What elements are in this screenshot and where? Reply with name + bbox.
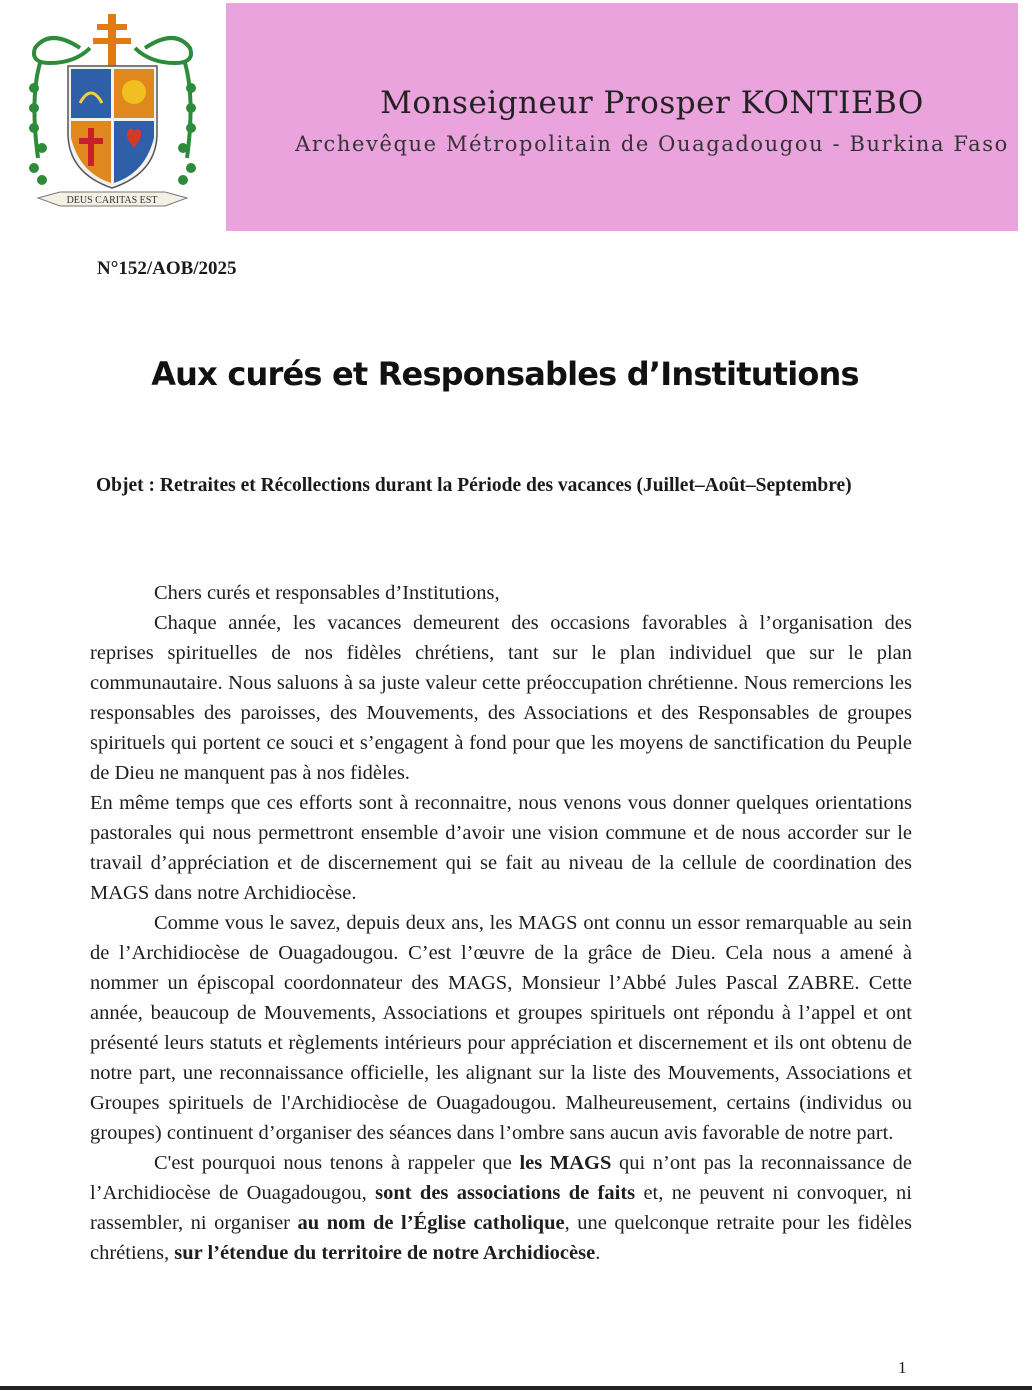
salutation: Chers curés et responsables d’Institutions, bbox=[154, 582, 500, 604]
paragraph-1: Chaque année, les vacances demeurent des occasions favorables à l’organisation des reprises spirituelles de nos fidèles chrétiens, tant sur le plan individuel que sur le plan communautaire. Nous saluons à sa juste valeur cette préoccupation chrétienne. Nous remercions les responsables des paroisses, des Mouvements, des Associations et des Responsables de groupes spirituels qui portent ce souci et s’engagent à fond pour que les moyens de sanctification du Peuple de Dieu ne manquent pas à nos fidèles. bbox=[90, 612, 912, 784]
subject-label: Objet : bbox=[96, 475, 156, 496]
document-title: Aux curés et Responsables d’Institutions bbox=[151, 355, 859, 393]
page-number: 1 bbox=[898, 1358, 907, 1377]
p4-bold-1: les MAGS bbox=[519, 1152, 612, 1174]
p4-text-2: qui n’ont pas la reconnaissance de l’Archidiocèse de Ouagadougou, bbox=[90, 1152, 912, 1204]
archbishop-title: Archevêque Métropolitain de Ouagadougou - Burkina Faso bbox=[295, 132, 1009, 156]
subject-line bbox=[96, 474, 916, 498]
p4-bold-4: sur l’étendue du territoire de notre Archidiocèse bbox=[174, 1242, 596, 1264]
p4-text-4: , une quelconque retraite pour les fidèles chrétiens, bbox=[90, 1212, 912, 1264]
paragraph-4 bbox=[90, 1148, 912, 1268]
letterhead-banner bbox=[226, 3, 1018, 231]
paragraph-2: En même temps que ces efforts sont à reconnaitre, nous venons vous donner quelques orientations pastorales qui nous permettront ensemble d’avoir une vision commune et de nous accorder sur le travail d’appréciation et de discernement qui se fait au niveau de la cellule de coordination des MAGS dans notre Archidiocèse. bbox=[90, 792, 912, 904]
p4-bold-2: sont des associations de faits bbox=[375, 1182, 636, 1204]
archbishop-name: Monseigneur Prosper KONTIEBO bbox=[380, 85, 924, 121]
p4-bold-3: au nom de l’Église catholique bbox=[297, 1212, 565, 1234]
p4-text-3: et, ne peuvent ni convoquer, ni rassembler, ni organiser bbox=[90, 1182, 912, 1234]
p4-text-1: C'est pourquoi nous tenons à rappeler que bbox=[154, 1152, 520, 1174]
paragraph-3: Comme vous le savez, depuis deux ans, les MAGS ont connu un essor remarquable au sein de l’Archidiocèse de Ouagadougou. C’est l’œuvre de la grâce de Dieu. Cela nous a amené à nommer un épiscopal coordonnateur des MAGS, Monsieur l’Abbé Jules Pascal ZABRE. Cette année, beaucoup de Mouvements, Associations et groupes spirituels ont répondu à l’appel et ont présenté leurs statuts et règlements intérieurs pour appréciation et discernement et ils ont obtenu de notre part, une reconnaissance officielle, les alignant sur la liste des Mouvements, Associations et Groupes spirituels de l'Archidiocèse de Ouagadougou. Malheureusement, certains (individus ou groupes) continuent d’organiser des séances dans l’ombre sans aucun avis favorable de notre part. bbox=[90, 912, 912, 1144]
p4-text-5: . bbox=[595, 1242, 601, 1264]
letter-body bbox=[90, 578, 912, 1268]
reference-number: N°152/AOB/2025 bbox=[97, 258, 237, 279]
coat-of-arms-logo bbox=[20, 8, 205, 220]
motto-text: DEUS CARITAS EST bbox=[66, 195, 158, 206]
bottom-divider bbox=[0, 1386, 1032, 1390]
subject-text: Retraites et Récollections durant la Période des vacances (Juillet–Août–Septembre) bbox=[155, 475, 852, 496]
